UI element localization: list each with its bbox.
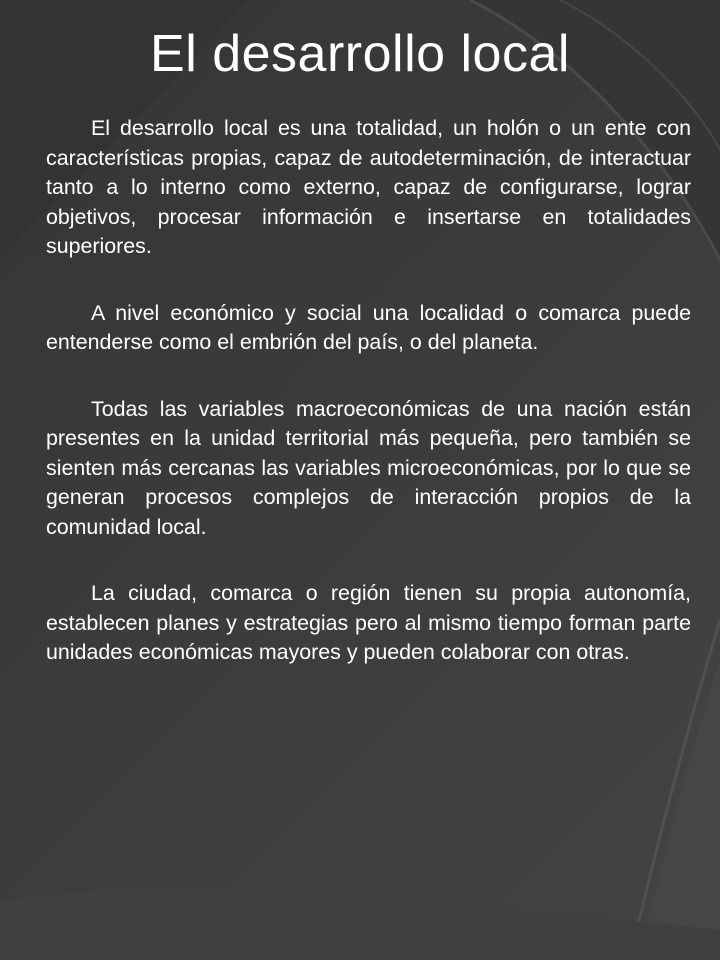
- body-paragraph: A nivel económico y social una localidad o comarca puede entenderse como el embrión del país, o del planeta.: [46, 300, 691, 354]
- body-paragraph: Todas las variables macroeconómicas de una nación están presentes en la unidad territorial más pequeña, pero también se sienten más cercanas las variables microeconómicas, por lo que se generan procesos complejos de interacción propios de la comunidad local.: [46, 396, 691, 539]
- body-paragraph: El desarrollo local es una totalidad, un holón o un ente con características propias, capaz de autodeterminación, de interactuar tanto a lo interno como externo, capaz de configurarse, lograr objetivos, procesar información e insertarse en totalidades superiores.: [46, 116, 691, 258]
- body-paragraph: La ciudad, comarca o región tienen su propia autonomía, establecen planes y estrategias pero al mismo tiempo forman parte unidades económicas mayores y pueden colaborar con otras.: [46, 581, 691, 664]
- slide-title: El desarrollo local: [150, 25, 570, 83]
- slide-body: [46, 114, 691, 705]
